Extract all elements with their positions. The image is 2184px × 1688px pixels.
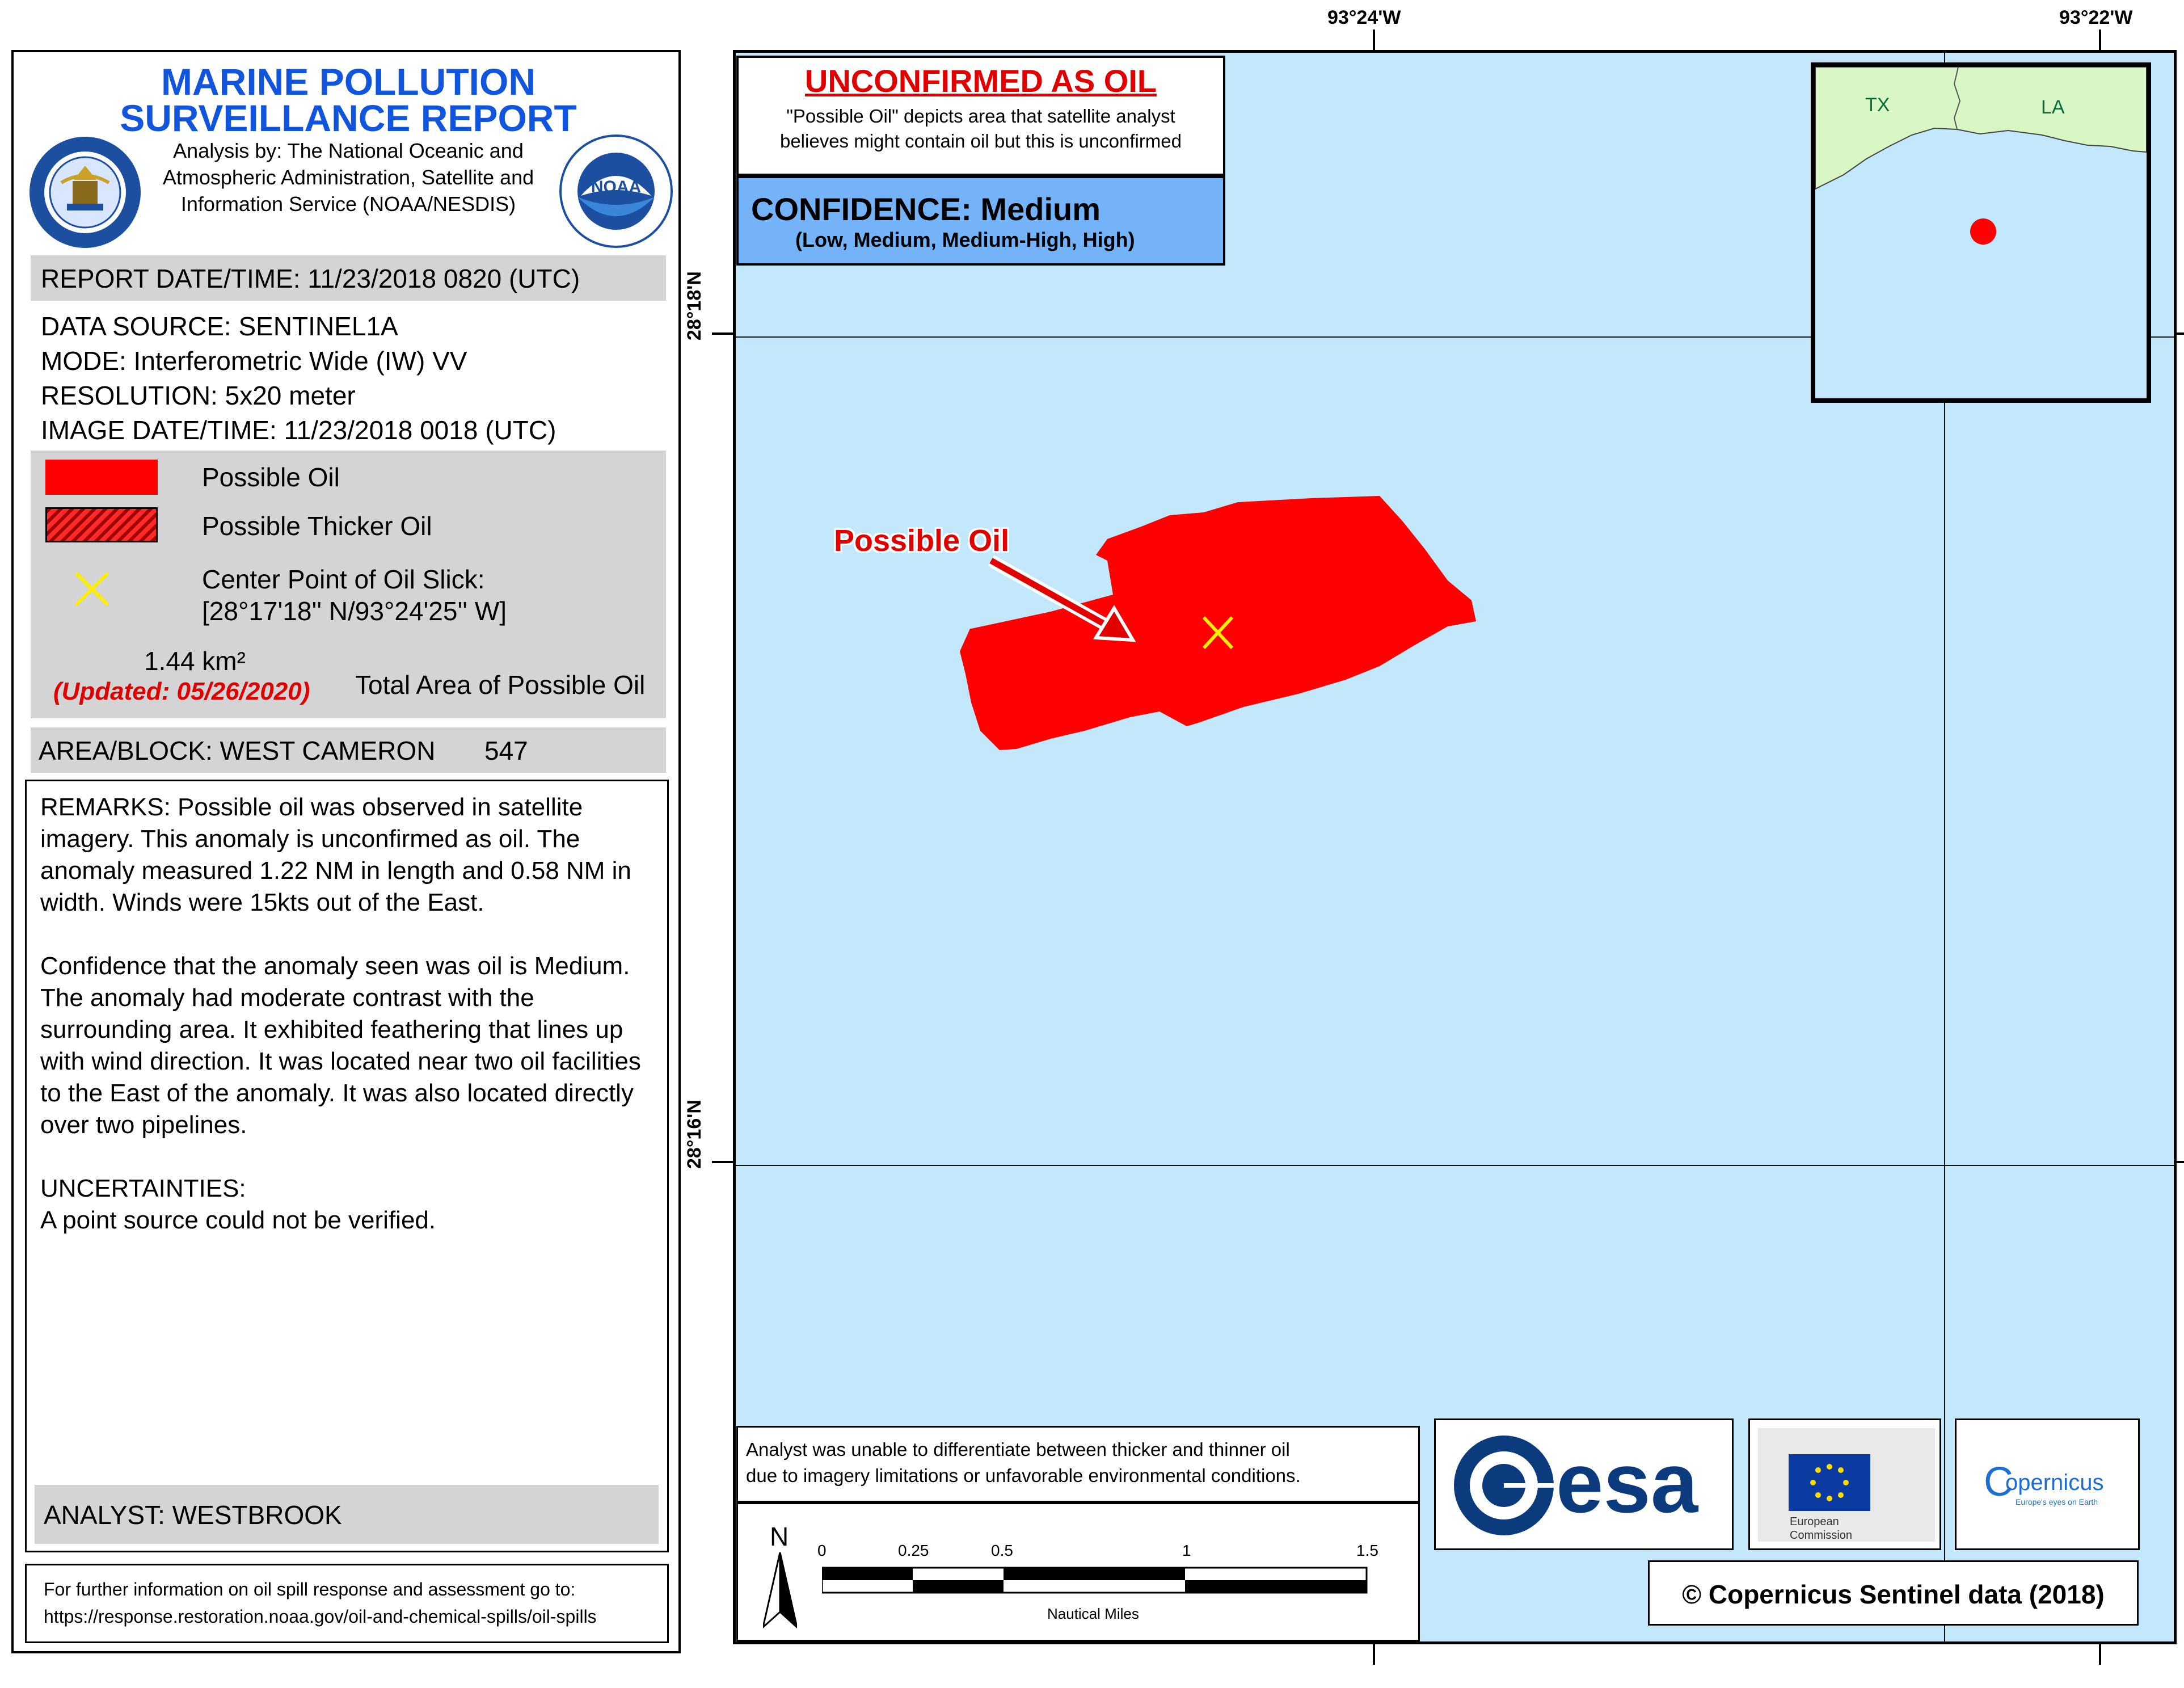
- ec-logo-text2: Commission: [1790, 1529, 1853, 1542]
- legend: [31, 451, 666, 718]
- remarks-paragraph-1: REMARKS: Possible oil was observed in satellite imagery. This anomaly is unconfirmed as oil. The anomaly measured 1.22 NM in length and 0.58 NM in width. Winds were 15kts out of the East.: [40, 793, 631, 916]
- analyst-note-line2: due to imagery limitations or unfavorable environmental conditions.: [746, 1465, 1301, 1486]
- area-value: 1.44 km²: [144, 646, 246, 676]
- lon-label-1: 93°24'W: [1327, 7, 1401, 28]
- copernicus-logo-text: opernicus: [2005, 1470, 2104, 1495]
- ec-logo-text1: European: [1790, 1516, 1839, 1528]
- legend-possible-oil: Possible Oil: [202, 462, 340, 492]
- confidence-box: [736, 176, 1225, 266]
- copyright-box: [1648, 1560, 2139, 1626]
- tick-left-2: [712, 1161, 733, 1163]
- possible-oil-map-label: Possible Oil: [834, 524, 1010, 558]
- analysis-line3: Information Service (NOAA/NESDIS): [180, 192, 516, 216]
- analyst-name: ANALYST: WESTBROOK: [44, 1500, 342, 1530]
- lat-label-2: 28°16'N: [684, 1100, 705, 1169]
- footer-info-link[interactable]: https://response.restoration.noaa.gov/oil-and-chemical-spills/oil-spills: [44, 1606, 597, 1627]
- scale-tick-15: 1.5: [1356, 1542, 1378, 1559]
- analysis-line2: Atmospheric Administration, Satellite and: [162, 166, 534, 189]
- noaa-logo: [558, 133, 674, 250]
- esa-logo-box: [1434, 1418, 1734, 1550]
- inset-coastline: [1815, 67, 2147, 189]
- lon-label-2: 93°22'W: [2059, 7, 2133, 28]
- confidence-title: CONFIDENCE: Medium: [751, 191, 1101, 227]
- tick-right-2: [2175, 1161, 2184, 1163]
- copernicus-logo-c: C: [1984, 1459, 2013, 1505]
- report-datetime-row: [31, 255, 666, 301]
- copernicus-tagline: Europe's eyes on Earth: [2016, 1497, 2098, 1506]
- analysis-line1: Analysis by: The National Oceanic and: [173, 139, 524, 162]
- doc-seal-logo: [27, 134, 144, 251]
- analyst-row: [35, 1485, 659, 1544]
- copernicus-logo-box: [1955, 1418, 2140, 1550]
- report-panel: [11, 50, 681, 1653]
- esa-logo-icon: [1453, 1434, 1555, 1537]
- image-datetime: IMAGE DATE/TIME: 11/23/2018 0018 (UTC): [41, 415, 556, 445]
- legend-center-label: Center Point of Oil Slick:: [202, 565, 485, 594]
- area-block-label: AREA/BLOCK: WEST CAMERON: [39, 736, 436, 765]
- eu-flag-icon: [1789, 1454, 1870, 1511]
- area-label: Total Area of Possible Oil: [355, 670, 646, 700]
- possible-oil-polygon: [960, 496, 1476, 750]
- area-updated: (Updated: 05/26/2020): [53, 677, 310, 705]
- area-block-number: 547: [484, 736, 528, 765]
- unconfirmed-box: [736, 56, 1225, 176]
- inset-state-tx: TX: [1865, 94, 1890, 116]
- thicker-oil-swatch: [45, 507, 158, 542]
- analyst-note-box: [736, 1426, 1420, 1502]
- scale-tick-025: 0.25: [898, 1542, 929, 1559]
- remarks-box: [25, 780, 669, 1552]
- tick-right-1: [2175, 332, 2184, 335]
- remarks-paragraph-2: Confidence that the anomaly seen was oil is Medium. The anomaly had moderate contrast with the surrounding area. It exhibited feathering that lines up with wind direction. It was located near two oil facilities to the East of the anomaly. It was also located directly over two pipelines.: [40, 952, 641, 1139]
- legend-thicker-oil: Possible Thicker Oil: [202, 511, 432, 541]
- uncertainties-text: A point source could not be verified.: [40, 1206, 436, 1234]
- north-arrow-icon: [763, 1552, 797, 1629]
- tick-bottom-1: [1373, 1643, 1375, 1665]
- scale-bar-box: [736, 1502, 1420, 1641]
- scale-tick-0: 0: [817, 1542, 827, 1559]
- scale-bar-graphic: [822, 1567, 1368, 1595]
- mode: MODE: Interferometric Wide (IW) VV: [41, 346, 467, 376]
- scale-unit: Nautical Miles: [1047, 1605, 1139, 1622]
- resolution: RESOLUTION: 5x20 meter: [41, 381, 356, 410]
- legend-center-coords: [28°17'18'' N/93°24'25'' W]: [202, 596, 507, 626]
- scale-tick-1: 1: [1182, 1542, 1191, 1559]
- scale-tick-05: 0.5: [991, 1542, 1013, 1559]
- ec-logo-box: [1748, 1418, 1941, 1550]
- svg-text:NOAA: NOAA: [591, 178, 642, 196]
- footer-info-box: [25, 1564, 669, 1643]
- copyright-text: © Copernicus Sentinel data (2018): [1682, 1580, 2105, 1609]
- report-title-line2: SURVEILLANCE REPORT: [120, 97, 577, 139]
- report-datetime: REPORT DATE/TIME: 11/23/2018 0820 (UTC): [41, 264, 580, 293]
- footer-info-line1: For further information on oil spill response and assessment go to:: [44, 1579, 576, 1599]
- tick-top-1: [1373, 30, 1375, 51]
- unconfirmed-title: UNCONFIRMED AS OIL: [804, 63, 1157, 99]
- esa-logo-text: esa: [1556, 1435, 1698, 1530]
- tick-bottom-2: [2099, 1643, 2101, 1665]
- center-point-marker-icon: [73, 570, 111, 608]
- inset-locator-map: [1811, 62, 2151, 403]
- data-source: DATA SOURCE: SENTINEL1A: [41, 311, 398, 341]
- tick-top-2: [2099, 30, 2101, 51]
- north-label: N: [770, 1522, 789, 1551]
- inset-location-dot: [1970, 218, 1996, 245]
- confidence-scale: (Low, Medium, Medium-High, High): [795, 228, 1135, 251]
- unconfirmed-line1: "Possible Oil" depicts area that satellite analyst: [786, 106, 1175, 127]
- analyst-note-line1: Analyst was unable to differentiate between thicker and thinner oil: [746, 1439, 1290, 1460]
- area-block-row: [31, 727, 666, 773]
- report-title-line1: MARINE POLLUTION: [161, 61, 536, 103]
- inset-state-la: LA: [2041, 96, 2065, 118]
- lat-label-1: 28°18'N: [684, 271, 705, 340]
- tick-left-1: [712, 332, 733, 335]
- unconfirmed-line2: believes might contain oil but this is unconfirmed: [779, 131, 1182, 151]
- uncertainties-title: UNCERTAINTIES:: [40, 1175, 246, 1202]
- possible-oil-swatch: [45, 460, 158, 495]
